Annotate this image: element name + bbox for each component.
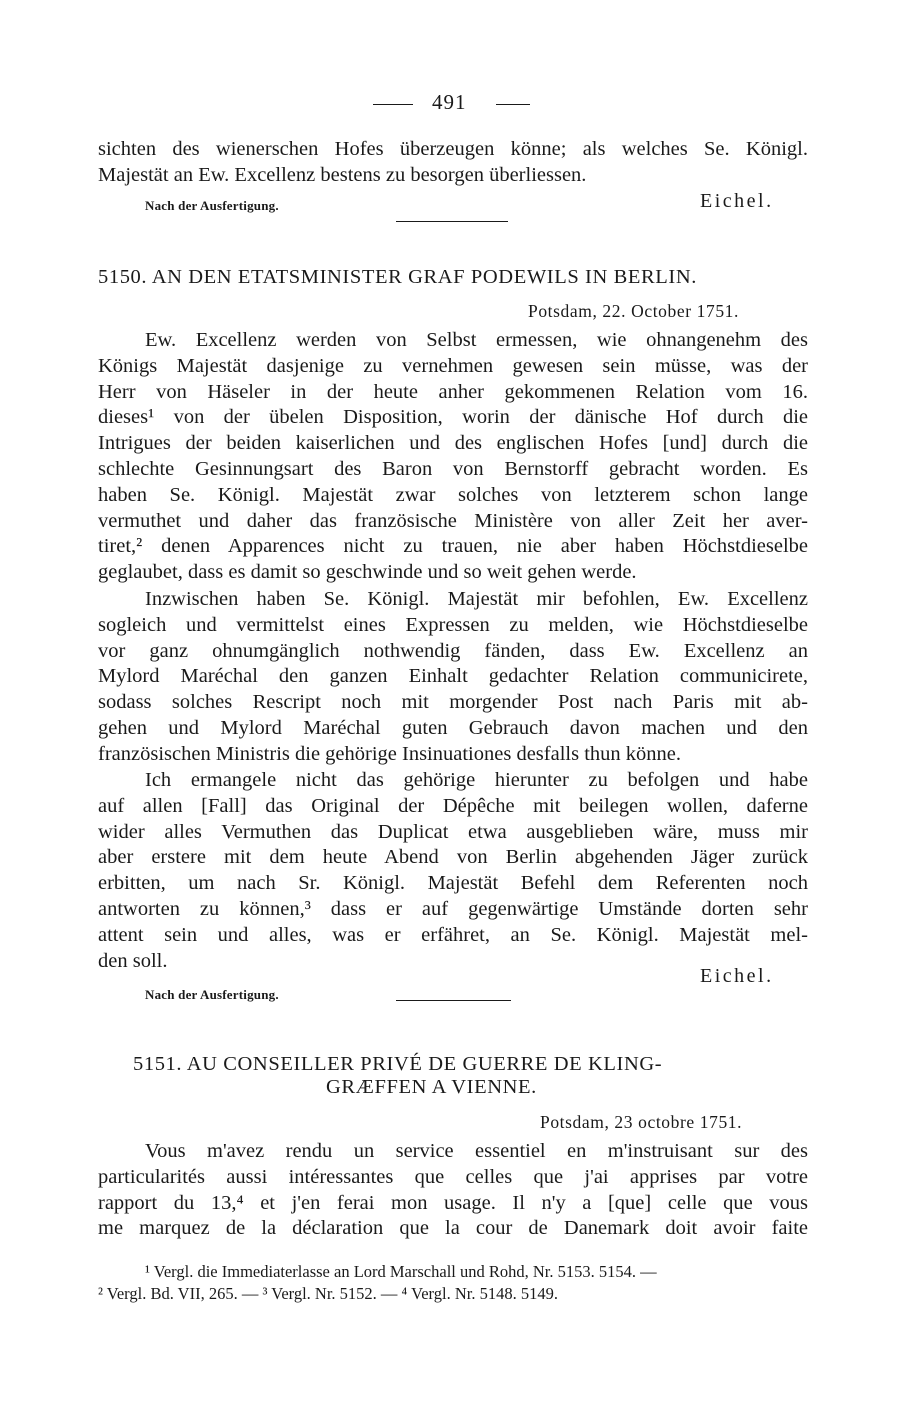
text-line: Ew. Excellenz werden von Selbst ermessen, wie ohnangenehm des bbox=[145, 329, 808, 351]
letter-paragraph-1 bbox=[98, 1139, 808, 1242]
text-line: Intrigues der beiden kaiserlichen und des englischen Hofes [und] durch die bbox=[98, 432, 808, 455]
footnote: ¹ Vergl. die Immediaterlasse an Lord Marschall und Rohd, Nr. 5153. 5154. — bbox=[145, 1262, 657, 1281]
section-divider bbox=[396, 221, 508, 222]
source-note: Nach der Ausfertigung. bbox=[145, 198, 279, 213]
text-line: geglaubet, dass es damit so geschwinde und so weit gehen werde. bbox=[98, 561, 637, 584]
text-line: Inzwischen haben Se. Königl. Majestät mir befohlen, Ew. Excellenz bbox=[145, 588, 808, 610]
text-line: wider alles Vermuthen das Duplicat etwa ausgeblieben wäre, muss mir bbox=[98, 820, 808, 843]
text-line: erbitten, um nach Sr. Königl. Majestät Befehl dem Referenten noch bbox=[98, 872, 808, 895]
text-line: me marquez de la déclaration que la cour de Danemark doit avoir faite bbox=[98, 1217, 808, 1240]
text-line: vor ganz ohnumgänglich nothwendig fänden, dass Ew. Excellenz an bbox=[98, 639, 808, 662]
text-line: sogleich und vermittelst eines Expressen zu melden, wie Höchstdieselbe bbox=[98, 613, 808, 636]
text-line: dieses¹ von der übelen Disposition, worin der dänische Hof durch die bbox=[98, 406, 808, 429]
text-line: gehen und Mylord Maréchal guten Gebrauch davon machen und den bbox=[98, 716, 808, 739]
text-line: tiret,² denen Apparences nicht zu trauen, nie aber haben Höchstdieselbe bbox=[98, 535, 808, 558]
letter-heading: 5151. AU CONSEILLER PRIVÉ DE GUERRE DE KLING- bbox=[133, 1053, 663, 1075]
section-divider bbox=[396, 1000, 511, 1001]
page-number-dash-left bbox=[373, 104, 413, 105]
previous-letter-end bbox=[98, 137, 808, 189]
text-line: Herr von Häseler in der heute anher gekommenen Relation vom 16. bbox=[98, 380, 808, 403]
text-line: Königs Majestät dasjenige zu vernehmen gewesen sein müsse, was der bbox=[98, 354, 808, 377]
text-line: sodass solches Rescript noch mit morgender Post nach Paris mit ab- bbox=[98, 691, 808, 714]
text-line: auf allen [Fall] das Original der Dépêche mit beilegen wollen, daferne bbox=[98, 794, 808, 817]
text-line: den soll. bbox=[98, 949, 168, 972]
text-line: Vous m'avez rendu un service essentiel en m'instruisant sur des bbox=[145, 1140, 808, 1162]
letter-paragraph-3 bbox=[98, 768, 808, 974]
page-number-dash-right bbox=[496, 104, 530, 105]
text-line: particularités aussi intéressantes que celles que j'ai apprises par votre bbox=[98, 1165, 808, 1188]
dateline: Potsdam, 23 octobre 1751. bbox=[540, 1112, 743, 1132]
text-line: attent sein und alles, was er erfähret, an Se. Königl. Majestät mel- bbox=[98, 923, 808, 946]
letter-heading: 5150. AN DEN ETATSMINISTER GRAF PODEWILS IN BERLIN. bbox=[98, 266, 697, 288]
letter-paragraph-1 bbox=[98, 328, 808, 586]
source-note: Nach der Ausfertigung. bbox=[145, 987, 279, 1002]
text-line: rapport du 13,⁴ et j'en ferai mon usage. Il n'y a [que] celle que vous bbox=[98, 1191, 808, 1214]
letter-paragraph-2 bbox=[98, 587, 808, 768]
text-line: vermuthet und daher das französische Ministère von aller Zeit her aver- bbox=[98, 509, 808, 532]
text-line: antworten zu können,³ dass er auf gegenwärtige Umstände dorten sehr bbox=[98, 897, 808, 920]
letter-heading-continued: GRÆFFEN A VIENNE. bbox=[326, 1076, 537, 1098]
signature: Eichel. bbox=[700, 965, 774, 987]
dateline: Potsdam, 22. October 1751. bbox=[528, 301, 739, 321]
text-line: haben Se. Königl. Majestät zwar solches von letzterem schon lange bbox=[98, 483, 808, 506]
page-number: 491 bbox=[432, 90, 467, 114]
text-line: französischen Ministris die gehörige Insinuationes desfalls thun könne. bbox=[98, 742, 681, 765]
footnote: ² Vergl. Bd. VII, 265. — ³ Vergl. Nr. 5152. — ⁴ Vergl. Nr. 5148. 5149. bbox=[98, 1284, 558, 1303]
text-line: aber erstere mit dem heute Abend von Berlin abgehenden Jäger zurück bbox=[98, 846, 808, 869]
text-line: schlechte Gesinnungsart des Baron von Bernstorff gebracht worden. Es bbox=[98, 457, 808, 480]
text-line: Mylord Maréchal den ganzen Einhalt gedachter Relation communicirete, bbox=[98, 665, 808, 688]
text-line: Majestät an Ew. Excellenz bestens zu besorgen überliessen. bbox=[98, 163, 587, 186]
text-line: sichten des wienerschen Hofes überzeugen könne; als welches Se. Königl. bbox=[98, 138, 808, 160]
signature: Eichel. bbox=[700, 190, 774, 212]
text-line: Ich ermangele nicht das gehörige hierunter zu befolgen und habe bbox=[145, 769, 808, 791]
